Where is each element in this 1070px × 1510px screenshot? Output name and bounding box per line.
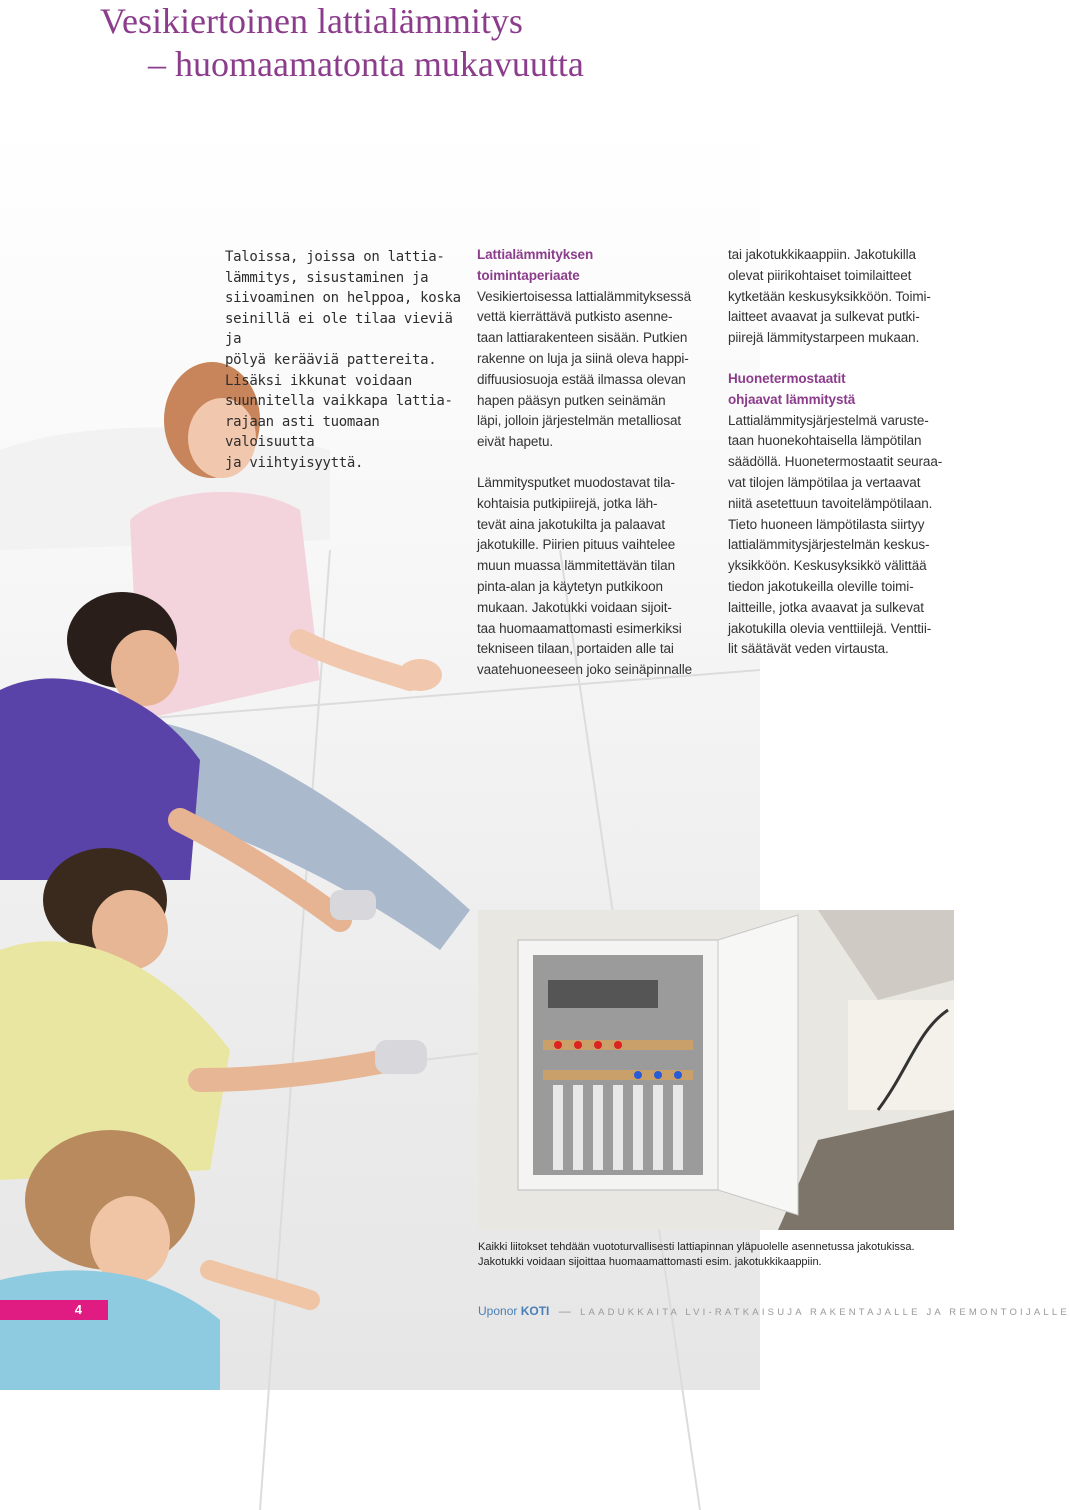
body-line: taa huomaamattomasti esimerkiksi xyxy=(477,620,682,636)
intro-line: siivoaminen on helppoa, koska xyxy=(225,290,461,307)
page-title xyxy=(100,0,584,86)
body-line: eivät hapetu. xyxy=(477,434,554,450)
body-line: taan lattiarakenteen sisään. Putkien xyxy=(477,330,688,346)
body-line: mukaan. Jakotukki voidaan sijoit- xyxy=(477,599,672,615)
body-line: jakotukille. Piirien pituus vaihtelee xyxy=(477,537,676,553)
section-heading: ohjaavat lämmitystä xyxy=(728,391,856,407)
intro-line: ja viihtyisyyttä. xyxy=(225,454,364,471)
body-line: piirejä lämmitystarpeen mukaan. xyxy=(728,330,920,346)
body-line: tekniseen tilaan, portaiden alle tai xyxy=(477,641,674,657)
manifold-illustration xyxy=(478,910,954,1230)
body-line: lattialämmitysjärjestelmän keskus- xyxy=(728,537,930,553)
body-line: vaatehuoneeseen joko seinäpinnalle xyxy=(477,662,693,678)
body-line: rakenne on luja ja siinä oleva happi- xyxy=(477,350,689,366)
body-line: jakotukilla olevia venttiilejä. Venttii- xyxy=(728,620,932,636)
body-line: säädöllä. Huonetermostaatit seuraa- xyxy=(728,454,943,470)
body-line: niitä asetettuun tavoitelämpötilaan. xyxy=(728,495,933,511)
title-line-2: – huomaamatonta mukavuutta xyxy=(148,44,584,84)
body-line: olevat piirikohtaiset toimilaitteet xyxy=(728,267,912,283)
section-heading: toimintaperiaate xyxy=(477,267,580,283)
body-line: tai jakotukkikaappiin. Jakotukilla xyxy=(728,247,916,262)
intro-line: Lisäksi ikkunat voidaan xyxy=(225,372,412,389)
caption-line: Jakotukki voidaan sijoittaa huomaamattomasti esim. jakotukkikaappiin. xyxy=(478,1256,822,1268)
intro-line: pölyä kerääviä pattereita. xyxy=(225,351,437,368)
intro-line: Taloissa, joissa on lattia- xyxy=(225,249,445,265)
column-operating-principle xyxy=(477,245,705,681)
title-line-1: Vesikiertoinen lattialämmitys xyxy=(100,1,523,41)
body-line: Vesikiertoisessa lattialämmityksessä xyxy=(477,288,691,304)
manifold-cabinet-photo xyxy=(478,910,954,1230)
caption-line: Kaikki liitokset tehdään vuototurvallisesti lattiapinnan yläpuolelle asennetussa jakotukissa. xyxy=(478,1241,915,1253)
body-line: diffuusiosuoja estää ilmassa olevan xyxy=(477,371,686,387)
section-heading: Huonetermostaatit xyxy=(728,370,846,386)
body-line: vat tilojen lämpötilaa ja vertaavat xyxy=(728,474,921,490)
body-line: Lämmitysputket muodostavat tila- xyxy=(477,474,675,490)
intro-line: seinillä ei ole tilaa vieviä ja xyxy=(225,310,453,348)
brand-name: Uponor xyxy=(478,1304,518,1318)
body-line: yksikköön. Keskusyksikkö välittää xyxy=(728,558,927,574)
body-line: muun muassa lämmitettävän tilan xyxy=(477,558,675,574)
photo-caption xyxy=(478,1240,948,1270)
body-line: pinta-alan ja käytetyn putkikoon xyxy=(477,578,663,594)
body-line: hapen pääsyn putken seinämän xyxy=(477,392,666,408)
intro-line: suunnitella vaikkapa lattia- xyxy=(225,393,453,410)
brand-koti: KOTI xyxy=(520,1304,550,1318)
body-line: laitteille, jotka avaavat ja sulkevat xyxy=(728,599,924,615)
column-thermostats xyxy=(728,245,953,660)
body-line: tiedon jakotukeilla oleville toimi- xyxy=(728,578,914,594)
page-number: 4 xyxy=(74,1302,82,1317)
section-heading: Lattialämmityksen xyxy=(477,247,594,262)
footer-tagline-text: LAADUKKAITA LVI-RATKAISUJA RAKENTAJALLE JA REMONTOIJALLE xyxy=(580,1307,1070,1318)
body-line: lit säätävät veden virtausta. xyxy=(728,641,889,657)
body-line: kytketään keskusyksikköön. Toimi- xyxy=(728,288,931,304)
body-line: vettä kierrättävä putkisto asenne- xyxy=(477,309,673,325)
body-line: kohtaisia putkipiirejä, jotka läh- xyxy=(477,495,658,511)
intro-text xyxy=(225,247,465,474)
body-line: taan huonekohtaisella lämpötilan xyxy=(728,433,922,449)
page-number-badge xyxy=(0,1300,108,1320)
body-line: tevät aina jakotukilta ja palaavat xyxy=(477,516,665,532)
intro-line: rajaan asti tuomaan valoisuutta xyxy=(225,413,380,451)
body-line: Tieto huoneen lämpötilasta siirtyy xyxy=(728,516,925,532)
body-line: läpi, jolloin järjestelmän metalliosat xyxy=(477,413,682,429)
body-line: laitteet avaavat ja sulkevat putki- xyxy=(728,309,920,325)
footer-dash: — xyxy=(558,1304,571,1318)
footer-tagline xyxy=(478,1303,1070,1321)
body-line: Lattialämmitysjärjestelmä varuste- xyxy=(728,412,929,428)
intro-line: lämmitys, sisustaminen ja xyxy=(225,269,429,286)
